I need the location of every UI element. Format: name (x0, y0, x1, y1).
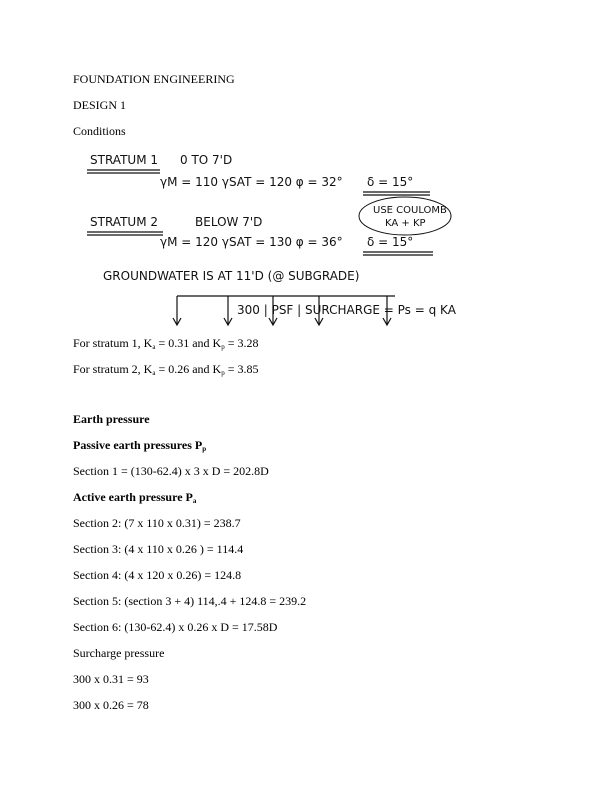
stratum2-heading: STRATUM 2 (90, 215, 158, 229)
earth-pressure-heading: Earth pressure (73, 412, 150, 426)
section-5: Section 5: (section 3 + 4) 114,.4 + 124.8 = 239.2 (73, 594, 307, 608)
surcharge-label: 300 | PSF | SURCHARGE = Ps = q KA (237, 303, 456, 317)
section-1: Section 1 = (130-62.4) x 3 x D = 202.8D (73, 464, 269, 478)
section-4: Section 4: (4 x 120 x 0.26) = 124.8 (73, 568, 242, 582)
stratum1-heading: STRATUM 1 (90, 153, 158, 167)
section-6: Section 6: (130-62.4) x 0.26 x D = 17.58D (73, 620, 278, 634)
stratum1-properties: γM = 110 γSAT = 120 φ = 32° (160, 175, 343, 189)
active-pressure-heading: Active earth pressure $P_a$ (73, 490, 197, 505)
handwritten-conditions-sketch (85, 146, 485, 328)
surcharge-calc-1: 300 x 0.31 = 93 (73, 672, 149, 686)
coulomb-note: USE COULOMB (373, 205, 447, 216)
surcharge-calc-2: 300 x 0.26 = 78 (73, 698, 149, 712)
surcharge-pressure-label: Surcharge pressure (73, 646, 165, 660)
stratum2-properties: γM = 120 γSAT = 130 φ = 36° (160, 235, 343, 249)
design-heading: DESIGN 1 (73, 98, 126, 112)
conditions-label: Conditions (73, 124, 126, 138)
passive-pressure-heading: Passive earth pressures $P_p$ (73, 438, 207, 453)
coulomb-note-k: KA + KP (385, 218, 426, 229)
stratum2-depth: BELOW 7'D (195, 215, 263, 229)
stratum1-depth: 0 TO 7'D (180, 153, 233, 167)
stratum1-coefficients: For stratum 1, $K_a = 0.31$ and $K_p = 3.28$ (73, 336, 259, 351)
stratum2-coefficients: For stratum 2, $K_a = 0.26$ and $K_p = 3.85$ (73, 362, 259, 377)
groundwater-note: GROUNDWATER IS AT 11'D (@ SUBGRADE) (103, 269, 360, 283)
stratum2-delta: δ = 15° (367, 235, 414, 249)
section-3: Section 3: (4 x 110 x 0.26 ) = 114.4 (73, 542, 244, 556)
document-title: FOUNDATION ENGINEERING (73, 72, 235, 86)
section-2: Section 2: (7 x 110 x 0.31) = 238.7 (73, 516, 241, 530)
stratum1-delta: δ = 15° (367, 175, 414, 189)
